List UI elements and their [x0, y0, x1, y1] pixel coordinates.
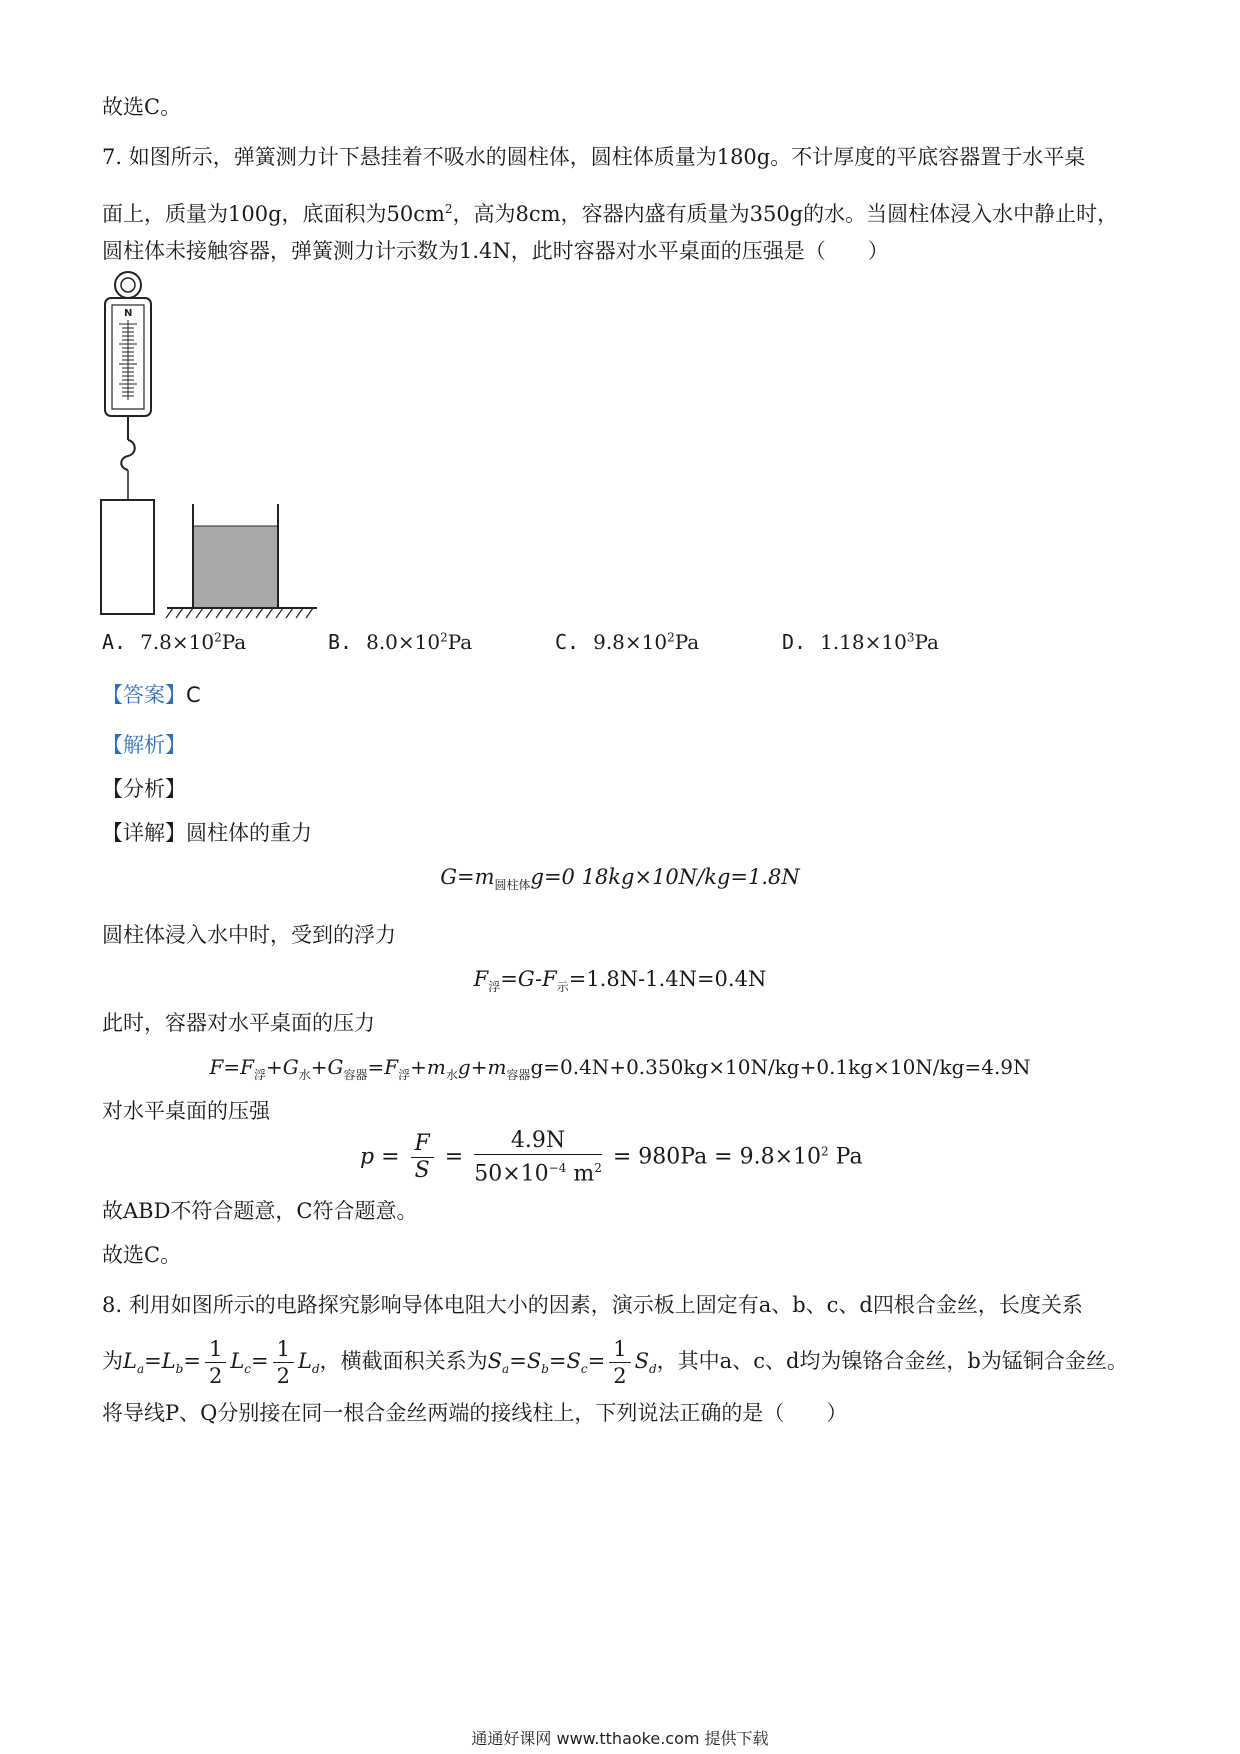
equation-force: $F=F_浮+G_水+G_{容器}=F_浮+m_水g+m_{容器}g=0.4N+0.350kg\times 10N/kg+0.1kg\times 10N/kg=4.9N$: [209, 1055, 1031, 1082]
equation-gravity: $G=m_{圆柱体}g=0$ 18kg×10N/kg=1.8N: [440, 865, 800, 893]
text-buoyancy: 圆柱体浸入水中时，受到的浮力: [102, 923, 396, 947]
text-pressure: 对水平桌面的压强: [102, 1099, 270, 1123]
footer-text: 通通好课网 www.tthaoke.com 提供下载: [471, 1729, 769, 1748]
q8-line-2: 为$L_a=L_b=$ $\frac{1}{2}$ $L_c=$ $\frac{1}{2}$ $L_d$，横截面积关系为$S_a=S_b=S_c=$ $\frac{1}{2}$ $S_d$，其中a、c、d均为镍铬合金丝，b为锰铜合金丝。: [102, 1337, 1128, 1388]
answer-value: C: [186, 683, 201, 707]
equation-buoyancy: $F_浮=G-F_示=1.8N-1.4N=0.4N$: [473, 967, 767, 995]
option-a[interactable]: A. $7.8\times 10^2Pa$: [102, 630, 247, 654]
q7-figure: [95, 268, 325, 628]
option-d[interactable]: D. $1.18\times 10^3Pa$: [782, 630, 939, 654]
q7-line-3: 圆柱体未接触容器，弹簧测力计示数为1.4N，此时容器对水平桌面的压强是（ ）: [102, 239, 889, 263]
q8-line-3: 将导线P、Q分别接在同一根合金丝两端的接线柱上，下列说法正确的是（ ）: [102, 1401, 848, 1425]
equation-pressure: p = $\frac{F}{S}$ = $\frac{4.9N}{50\times 10^{-4} m^2}$ = $980Pa = 9.8\times 10^2$ Pa: [360, 1128, 863, 1187]
hook: [121, 440, 135, 470]
option-b[interactable]: B. $8.0\times 10^2Pa$: [328, 630, 473, 654]
scale-unit-label: N: [124, 308, 133, 319]
detail-line: 【详解】圆柱体的重力: [102, 821, 312, 845]
previous-conclusion: 故选C。: [102, 95, 182, 119]
q8-line-1: 8. 利用如图所示的电路探究影响导体电阻大小的因素，演示板上固定有a、b、c、d四根合金丝，长度关系: [102, 1293, 1083, 1317]
water: [193, 526, 278, 607]
q7-final-answer: 故选C。: [102, 1243, 182, 1267]
answer-label: 【答案】: [102, 683, 186, 707]
q7-line-2: 面上，质量为100g，底面积为$50cm^2$，高为8cm，容器内盛有质量为350g的水。当圆柱体浸入水中静止时，: [102, 202, 1119, 226]
analysis-label: 【解析】: [102, 733, 186, 757]
conclusion-line: 故ABD不符合题意，C符合题意。: [102, 1199, 418, 1223]
scale-ring: [115, 272, 141, 298]
cylinder: [101, 500, 154, 614]
option-c[interactable]: C. $9.8\times 10^2Pa$: [555, 630, 700, 654]
fenxi-label: 【分析】: [102, 777, 186, 801]
q7-line-1: 7. 如图所示，弹簧测力计下悬挂着不吸水的圆柱体，圆柱体质量为180g。不计厚度的平底容器置于水平桌: [102, 145, 1086, 169]
answer-line: [102, 680, 201, 710]
text-pressure-force: 此时，容器对水平桌面的压力: [102, 1011, 375, 1035]
